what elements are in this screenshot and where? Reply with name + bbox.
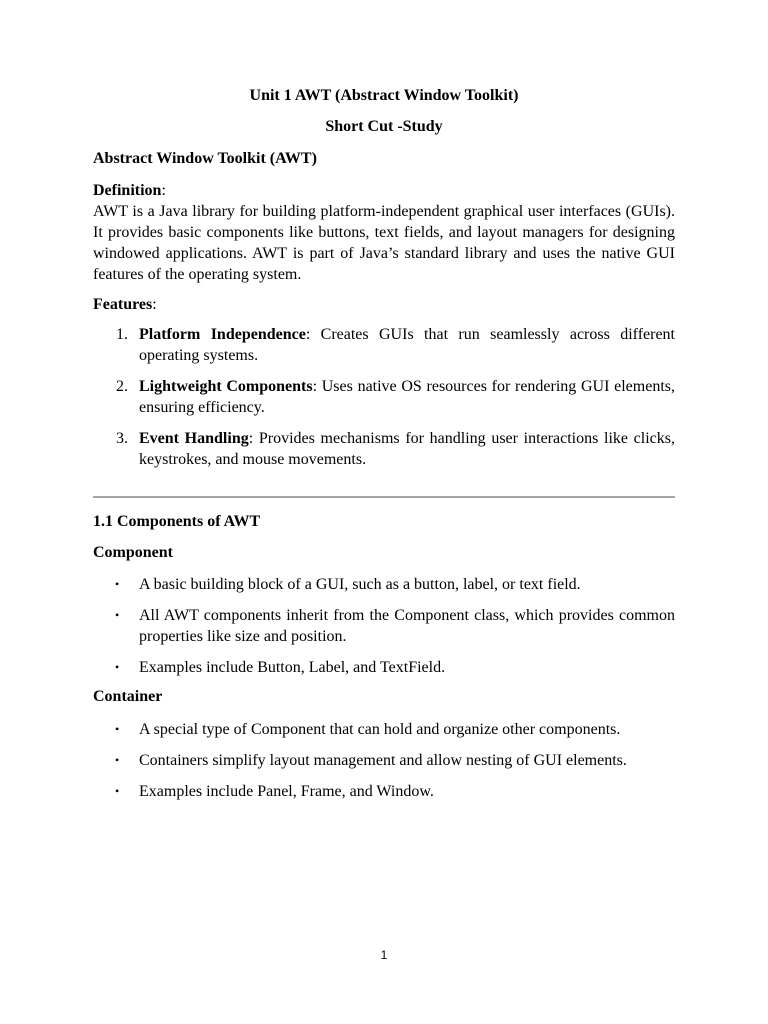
list-item-text: Examples include Button, Label, and TextField. (139, 659, 446, 676)
feature-desc: : Provides mechanisms for handling user interactions like clicks, keystrokes, and mouse movements. (139, 430, 676, 468)
features-colon: : (152, 296, 157, 313)
feature-number: 3. (116, 430, 128, 447)
list-item-text: A special type of Component that can hold and organize other components. (139, 721, 621, 738)
container-list (93, 719, 675, 812)
list-item-text: Examples include Panel, Frame, and Window. (139, 783, 434, 800)
bullet-icon: • (115, 722, 120, 736)
features-label-line (93, 294, 157, 315)
list-item-text: Containers simplify layout management and allow nesting of GUI elements. (139, 752, 627, 769)
feature-term: Event Handling (139, 430, 249, 447)
bullet-icon: • (115, 577, 120, 591)
list-item (93, 781, 675, 802)
list-item-text: All AWT components inherit from the Component class, which provides common properties like size and position. (139, 607, 675, 645)
feature-term: Platform Independence (139, 326, 306, 343)
bullet-icon: • (115, 784, 120, 798)
definition-colon: : (161, 182, 166, 199)
feature-term: Lightweight Components (139, 378, 313, 395)
feature-desc: : Creates GUIs that run seamlessly across different operating systems. (139, 326, 675, 364)
features-label: Features (93, 296, 153, 313)
list-item (93, 605, 675, 647)
document-title: Unit 1 AWT (Abstract Window Toolkit) (249, 87, 519, 104)
bullet-icon: • (115, 608, 120, 622)
list-item-text: A basic building block of a GUI, such as a button, label, or text field. (139, 576, 581, 593)
feature-item (93, 324, 675, 366)
section-heading: Abstract Window Toolkit (AWT) (93, 150, 317, 167)
document-subtitle: Short Cut -Study (325, 118, 443, 135)
definition-label-line (93, 180, 166, 201)
feature-item (93, 428, 675, 470)
component-heading: Component (93, 544, 174, 561)
bullet-icon: • (115, 753, 120, 767)
bullet-icon: • (115, 660, 120, 674)
definition-label: Definition (93, 182, 162, 199)
list-item (93, 657, 675, 678)
feature-desc: : Uses native OS resources for rendering GUI elements, ensuring efficiency. (139, 378, 676, 416)
component-list (93, 574, 675, 688)
subsection-heading: 1.1 Components of AWT (93, 513, 261, 530)
list-item (93, 750, 675, 771)
list-item (93, 719, 675, 740)
feature-number: 2. (116, 378, 128, 395)
features-list (93, 324, 675, 480)
container-heading: Container (93, 688, 163, 705)
feature-number: 1. (116, 326, 128, 343)
feature-item (93, 376, 675, 418)
page-number: 1 (380, 948, 388, 962)
horizontal-divider (93, 496, 675, 498)
list-item (93, 574, 675, 595)
definition-text: AWT is a Java library for building platform-independent graphical user interfaces (GUIs). It provides basic components like buttons, text fields, and layout managers for designing windowed applications. AWT is part of Java’s standard library and uses the native GUI features of the operating system. (93, 203, 675, 283)
